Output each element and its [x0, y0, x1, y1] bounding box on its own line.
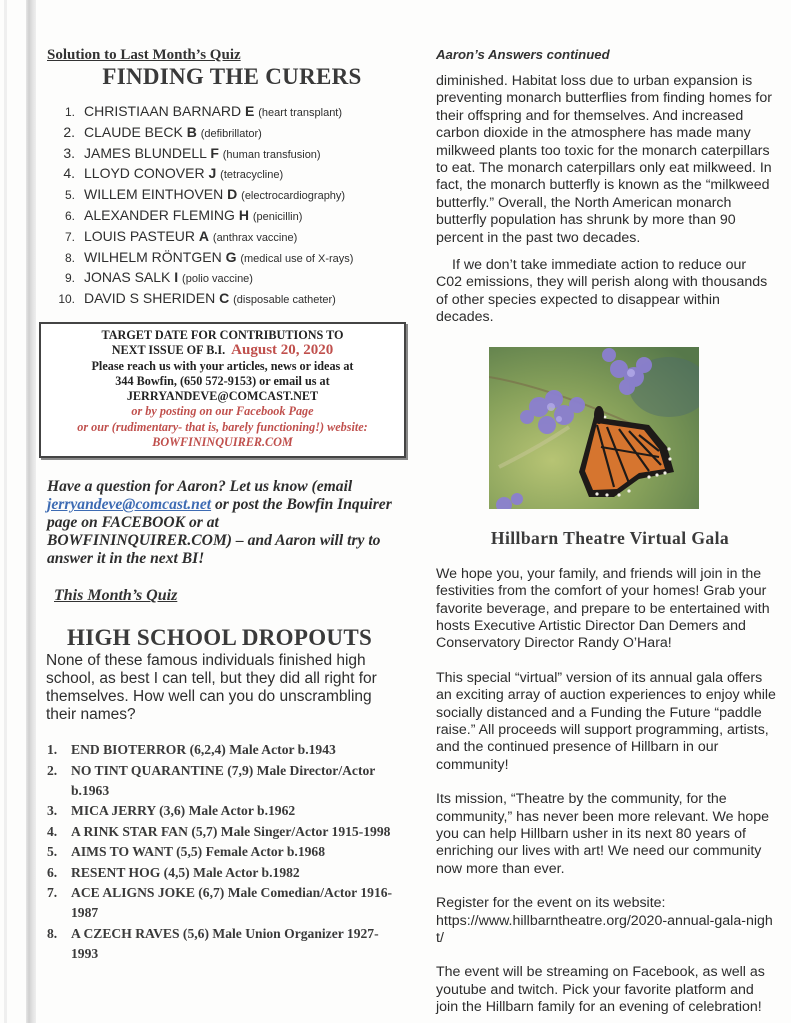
- scan-binding-edge: [26, 0, 36, 1023]
- answer-item: 10. DAVID S SHERIDEN C (disposable catheter): [58, 290, 336, 307]
- quiz-item: 7. ACE ALIGNS JOKE (6,7) Male Comedian/Actor 1916-1987: [47, 885, 393, 921]
- gala-paragraph-5: The event will be streaming on Facebook, as well as youtube and twitch. Pick your favorite platform and join the Hillbarn family for an evening of celebration!: [436, 964, 765, 1016]
- quiz-item: 4. A RINK STAR FAN (5,7) Male Singer/Actor 1915-1998: [47, 823, 391, 839]
- quiz-item: 3. MICA JERRY (3,6) Male Actor b.1962: [47, 803, 296, 819]
- answer-item: 6. ALEXANDER FLEMING H (penicillin): [64, 206, 303, 223]
- solution-title: FINDING THE CURERS: [102, 64, 362, 89]
- answer-item: 7. LOUIS PASTEUR A (anthrax vaccine): [64, 227, 298, 244]
- answer-item: 9. JONAS SALK I (polio vaccine): [64, 269, 253, 286]
- quiz-list: [47, 740, 399, 964]
- monarch-butterfly-photo: [489, 347, 699, 509]
- answer-item: 4. LLOYD CONOVER J (tetracycline): [63, 165, 284, 182]
- scan-edge-outer: [4, 0, 7, 1023]
- gala-paragraph-1: We hope you, your family, and friends will join in the festivities from the comfort of your homes! Grab your favorite beverage, and prepare to be entertained with hosts Executive Artistic Director Dan Demers and Conservatory Director Randy O’Hara!: [436, 565, 770, 652]
- answer-item: 3. JAMES BLUNDELL F (human transfusion): [63, 144, 321, 161]
- gala-url-link[interactable]: https://www.hillbarntheatre.org/2020-annual-gala-night/: [436, 912, 773, 946]
- contributions-box: [39, 322, 406, 458]
- quiz-item: 8. A CZECH RAVES (5,6) Male Union Organizer 1927-1993: [47, 925, 379, 961]
- quiz-title: HIGH SCHOOL DROPOUTS: [67, 625, 373, 651]
- quiz-item: 1. END BIOTERROR (6,2,4) Male Actor b.1943: [47, 742, 336, 758]
- target-line-3: Please reach us with your articles, news or ideas at: [91, 358, 354, 373]
- quiz-item: 5. AIMS TO WANT (5,5) Female Actor b.1968: [47, 844, 326, 860]
- contact-email: JERRYANDEVE@COMCAST.NET: [126, 389, 319, 404]
- email-link[interactable]: jerryandeve@comcast.net: [47, 496, 212, 514]
- aaron-answer-paragraph-2: If we don’t take immediate action to reduce our C02 emissions, they will perish along with thousands of other species expected to disappear within decades.: [436, 257, 768, 326]
- website-url: BOWFININQUIRER.COM: [152, 435, 293, 450]
- gala-paragraph-2: This special “virtual” version of its annual gala offers an exciting array of auction experiences to enjoy while socially distanced and a Funding the Future “paddle raise.” All proceeds will support programming, artists, and the continued presence of Hillbarn in our community!: [436, 669, 776, 773]
- target-line-2: NEXT ISSUE OF B.I. August 20, 2020: [111, 342, 334, 359]
- quiz-intro: None of these famous individuals finished high school, as best I can tell, but they did all right for themselves. How well can you do unscrambling their names?: [46, 652, 377, 724]
- answer-item: 1. CHRISTIAAN BARNARD E (heart transplant): [64, 103, 343, 119]
- gala-register-paragraph: [436, 895, 776, 947]
- this-month-quiz-heading: This Month’s Quiz: [54, 587, 178, 605]
- aaron-question-prompt: Have a question for Aaron? Let us know (email jerryandeve@comcast.net or post the Bowfin Inquirer page on FACEBOOK or at BOWFININQUIRER.COM) – and Aaron will try to answer it in the next BI!: [47, 478, 392, 567]
- butterfly-illustration-icon: [489, 347, 699, 509]
- deadline-date: August 20, 2020: [231, 342, 334, 359]
- aaron-answers-continued-heading: Aaron’s Answers continued: [436, 47, 610, 62]
- answer-item: 5. WILLEM EINTHOVEN D (electrocardiography): [64, 186, 346, 203]
- solution-heading: Solution to Last Month’s Quiz: [47, 47, 241, 63]
- quiz-item: 2. NO TINT QUARANTINE (7,9) Male Director/Actor b.1963: [47, 762, 376, 798]
- left-column: [47, 47, 399, 964]
- website-line: or our (rudimentary- that is, barely functioning!) website:: [77, 419, 368, 434]
- target-line-1: TARGET DATE FOR CONTRIBUTIONS TO: [101, 327, 344, 342]
- answer-item: 8. WILHELM RÖNTGEN G (medical use of X-rays): [64, 248, 354, 265]
- gala-paragraph-3: Its mission, “Theatre by the community, for the community,” has never been more relevant. We hope you can help Hillbarn usher in its next 80 years of enriching our lives with art! We need our community now more than ever.: [436, 791, 770, 877]
- answer-item: 2. CLAUDE BECK B (defibrillator): [63, 123, 262, 140]
- register-label: Register for the event on its website:: [436, 895, 666, 912]
- target-line-4: 344 Bowfin, (650 572-9153) or email us at: [115, 373, 330, 388]
- right-column: [436, 47, 776, 1017]
- facebook-line: or by posting on our Facebook Page: [131, 404, 314, 419]
- gala-title: Hillbarn Theatre Virtual Gala: [490, 527, 730, 548]
- aaron-answer-paragraph-1: diminished. Habitat loss due to urban expansion is preventing monarch butterflies from finding homes for their offspring and for themselves. And increased carbon dioxide in the atmosphere has made many milkweed plants too toxic for the monarch caterpillars to eat. The monarch caterpillars only eat milkweed. In fact, the monarch butterfly is known as the “milkweed butterfly.” Overall, the North American monarch butterfly population has shrunk by more than 90 percent in the past two decades.: [436, 73, 772, 246]
- quiz-item: 6. RESENT HOG (4,5) Male Actor b.1982: [47, 864, 300, 880]
- curers-answer-list: [47, 102, 399, 310]
